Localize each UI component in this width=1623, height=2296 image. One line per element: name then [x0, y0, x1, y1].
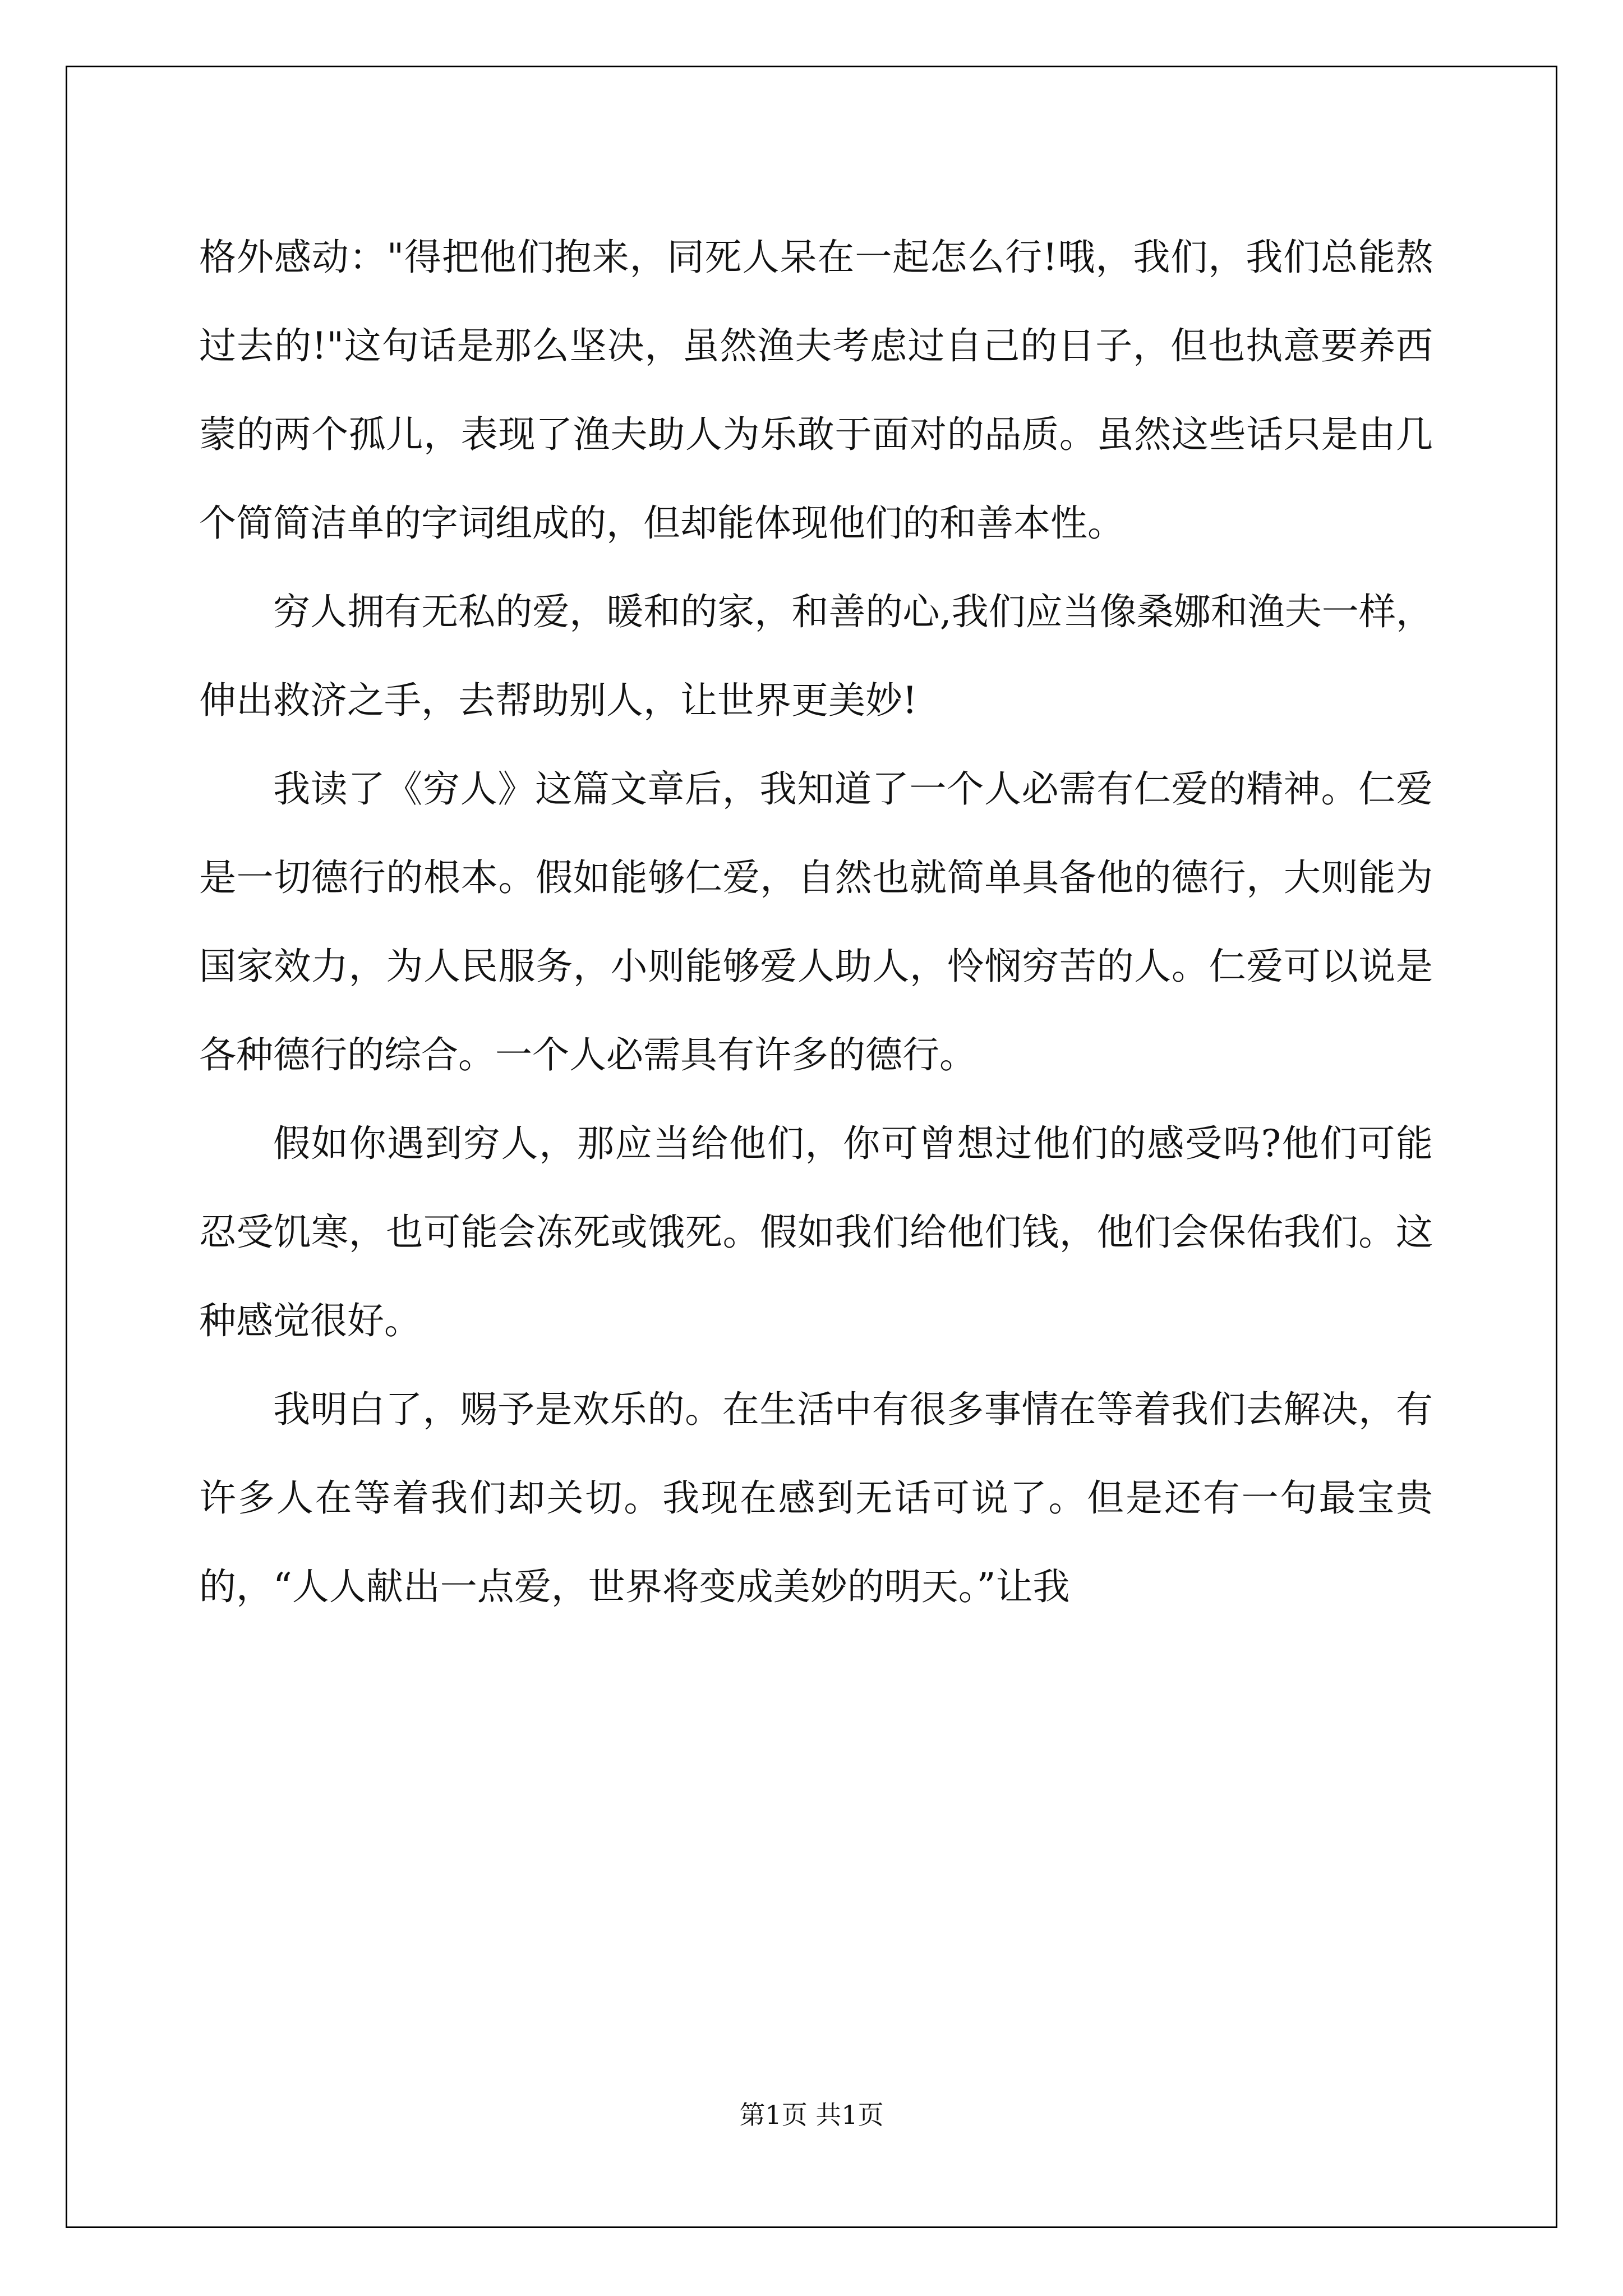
- page-footer: 第1页 共1页: [739, 2100, 884, 2130]
- paragraph: 格外感动："得把他们抱来，同死人呆在一起怎么行!哦，我们，我们总能熬过去的!"这句话是那么坚决，虽然渔夫考虑过自己的日子，但也执意要养西蒙的两个孤儿，表现了渔夫助人为乐敢于面对的品质。虽然这些话只是由几个简简洁单的字词组成的，但却能体现他们的和善本性。: [199, 236, 1433, 545]
- paragraph: 我明白了，赐予是欢乐的。在生活中有很多事情在等着我们去解决，有许多人在等着我们却关切。我现在感到无话可说了。但是还有一句最宝贵的，“人人献出一点爱，世界将变成美妙的明天。”让我: [199, 1388, 1433, 1608]
- paragraph: 穷人拥有无私的爱，暖和的家，和善的心,我们应当像桑娜和渔夫一样，伸出救济之手，去帮助别人，让世界更美妙!: [199, 590, 1433, 722]
- paragraph: 我读了《穷人》这篇文章后，我知道了一个人必需有仁爱的精神。仁爱是一切德行的根本。假如能够仁爱，自然也就简单具备他的德行，大则能为国家效力，为人民服务，小则能够爱人助人，怜悯穷苦的人。仁爱可以说是各种德行的综合。一个人必需具有许多的德行。: [199, 767, 1433, 1076]
- document-body: [199, 213, 1433, 1631]
- paragraph: 假如你遇到穷人，那应当给他们，你可曾想过他们的感受吗?他们可能忍受饥寒，也可能会冻死或饿死。假如我们给他们钱，他们会保佑我们。这种感觉很好。: [199, 1122, 1433, 1342]
